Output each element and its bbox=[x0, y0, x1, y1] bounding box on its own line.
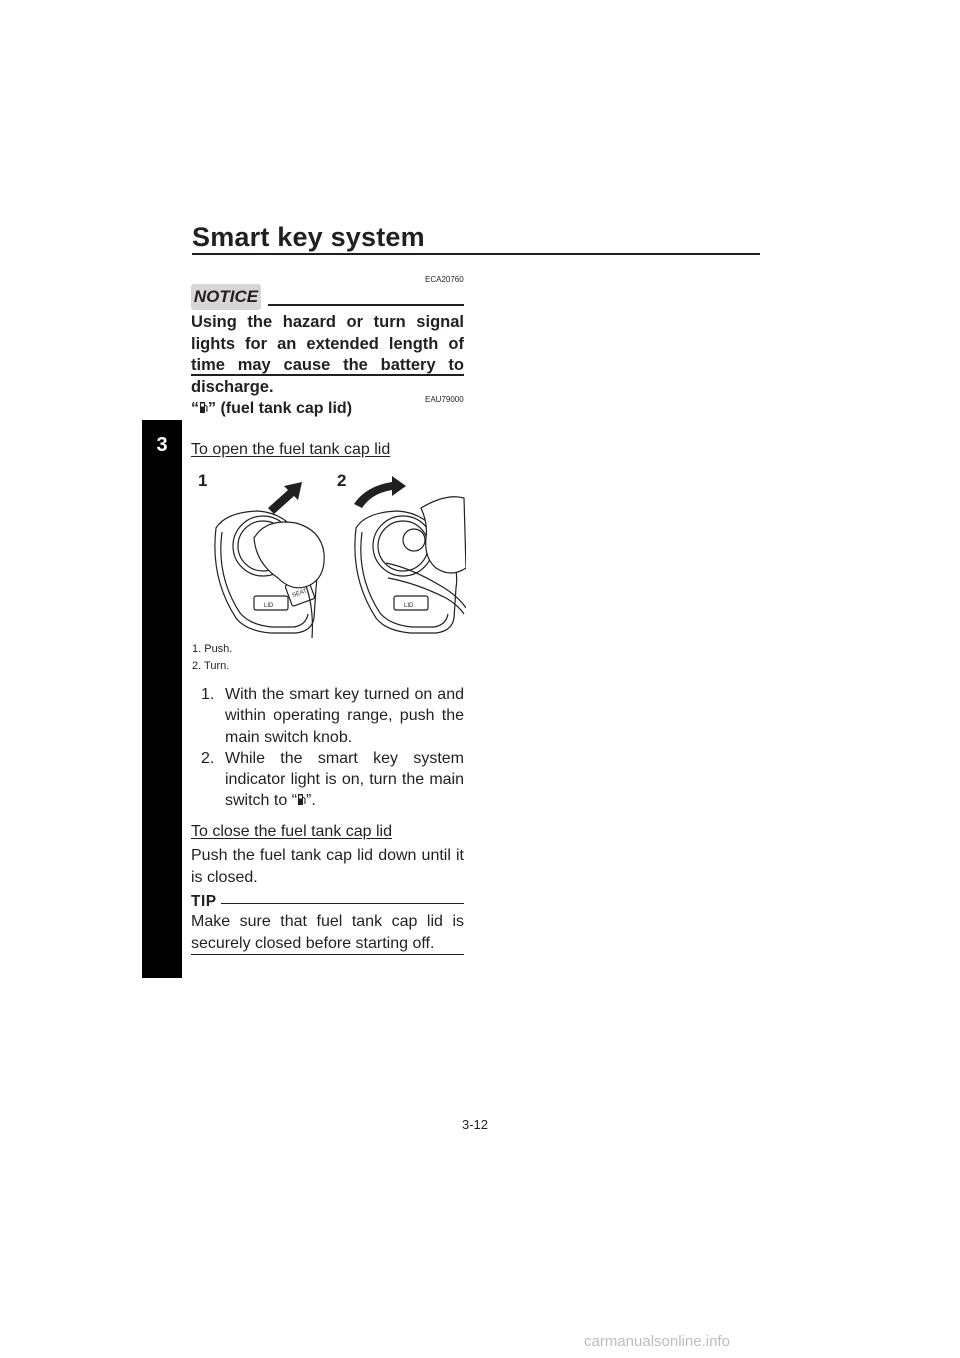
open-steps-list bbox=[191, 684, 464, 812]
step-text-end: ”. bbox=[306, 792, 316, 810]
lid-button-label-2: LID bbox=[404, 603, 414, 609]
open-lid-heading: To open the fuel tank cap lid bbox=[191, 441, 391, 458]
notice-text: Using the hazard or turn signal lights for an extended length of time may cause the battery to discharge. bbox=[191, 313, 464, 396]
step-text: With the smart key turned on and within operating range, push the main switch knob. bbox=[225, 686, 464, 746]
section-open-quote: “ bbox=[191, 400, 199, 417]
list-item bbox=[191, 684, 464, 748]
notice-badge: NOTICE bbox=[191, 284, 261, 310]
tip-label: TIP bbox=[191, 893, 217, 910]
step-number: 1. bbox=[201, 686, 215, 703]
notice-code: ECA20760 bbox=[425, 275, 464, 284]
figure-label-2: 2 bbox=[337, 471, 347, 490]
turn-arrow-icon bbox=[354, 476, 406, 508]
notice-end-rule bbox=[191, 374, 464, 376]
figure-label-1: 1 bbox=[198, 471, 208, 490]
section-code: EAU79000 bbox=[425, 395, 464, 404]
list-item bbox=[191, 748, 464, 812]
tip-text: Make sure that fuel tank cap lid is securely closed before starting off. bbox=[191, 913, 464, 952]
step-text: While the smart key system indicator light is on, turn the main switch to “ bbox=[225, 749, 464, 810]
chapter-tab bbox=[142, 420, 182, 978]
close-lid-text: Push the fuel tank cap lid down until it is closed. bbox=[191, 847, 464, 886]
fuel-pump-icon bbox=[199, 401, 208, 414]
notice-rule bbox=[268, 304, 464, 306]
tip-end-rule bbox=[191, 954, 464, 955]
push-arrow-icon bbox=[268, 482, 302, 514]
lid-button-label-1: LID bbox=[264, 603, 274, 609]
tip-rule bbox=[221, 903, 464, 904]
watermark: carmanualsonline.info bbox=[584, 1333, 730, 1350]
caption-push: 1. Push. bbox=[192, 643, 233, 655]
fuel-pump-icon bbox=[297, 793, 306, 806]
figure-panel-push bbox=[215, 511, 324, 638]
main-switch-figure bbox=[196, 468, 466, 640]
step-number: 2. bbox=[201, 749, 215, 767]
page-title: Smart key system bbox=[192, 222, 425, 252]
figure-panel-turn bbox=[355, 497, 466, 633]
section-title-suffix: ” (fuel tank cap lid) bbox=[208, 400, 353, 417]
seat-button-label: SEAT bbox=[291, 588, 308, 600]
caption-turn: 2. Turn. bbox=[192, 660, 230, 672]
chapter-number: 3 bbox=[156, 434, 168, 456]
title-rule bbox=[192, 253, 760, 255]
main-switch-knob-icon bbox=[403, 529, 425, 551]
close-lid-heading: To close the fuel tank cap lid bbox=[191, 823, 393, 840]
section-heading bbox=[191, 400, 352, 418]
page-number: 3-12 bbox=[462, 1117, 489, 1132]
